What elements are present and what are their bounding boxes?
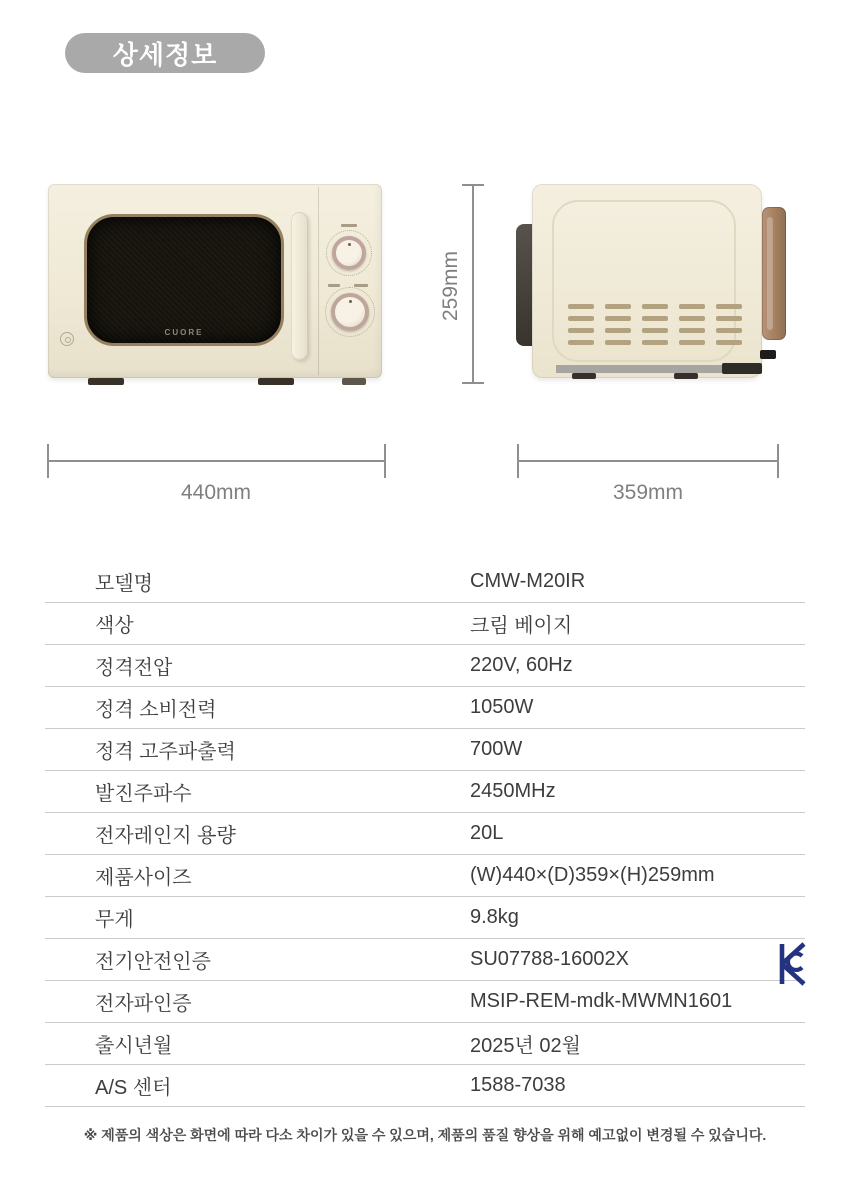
vent-slot xyxy=(605,304,631,309)
spec-value: 2025년 02월 xyxy=(470,1035,581,1057)
spec-label: A/S 센터 xyxy=(95,1077,172,1099)
height-dimension-label: 259mm xyxy=(439,250,462,322)
spec-table-row xyxy=(45,981,805,1023)
height-dimension-cap xyxy=(462,382,484,384)
spec-value: 700W xyxy=(470,738,523,760)
depth-dimension-line xyxy=(518,460,778,462)
spec-table-row xyxy=(45,687,805,729)
spec-value: 1588-7038 xyxy=(470,1074,566,1096)
spec-label: 전자파인증 xyxy=(95,993,192,1015)
vent-slot xyxy=(716,328,742,333)
foot xyxy=(572,373,596,379)
spec-value: 20L xyxy=(470,822,504,844)
foot xyxy=(342,378,366,385)
spec-table-row xyxy=(45,939,805,981)
foot xyxy=(258,378,294,385)
microwave-side-body xyxy=(532,184,762,378)
brand-logo: CUORE xyxy=(164,328,204,337)
ventilation-grille xyxy=(568,304,744,345)
vent-slot xyxy=(568,340,594,345)
kc-certification-icon xyxy=(777,941,807,987)
vent-slot xyxy=(716,340,742,345)
microwave-front-view xyxy=(48,184,382,378)
spec-value: MSIP-REM-mdk-MWMN1601 xyxy=(470,990,733,1012)
height-dimension-cap xyxy=(462,184,484,186)
spec-table-row xyxy=(45,603,805,645)
vent-slot xyxy=(605,316,631,321)
spec-label: 무게 xyxy=(95,909,134,931)
spec-table-row xyxy=(45,645,805,687)
foot xyxy=(674,373,698,379)
spec-label: 전자레인지 용량 xyxy=(95,825,236,847)
vent-slot xyxy=(605,328,631,333)
width-dimension-line xyxy=(48,460,385,462)
panel-label-mark xyxy=(341,224,357,227)
spec-value: 1050W xyxy=(470,696,534,718)
vent-slot xyxy=(642,304,668,309)
timer-knob xyxy=(331,293,369,331)
height-dimension-line xyxy=(472,185,474,383)
spec-label: 정격전압 xyxy=(95,657,173,679)
base-dark-section xyxy=(722,363,762,374)
width-dimension-cap xyxy=(384,444,386,478)
spec-value: 크림 베이지 xyxy=(470,615,573,637)
spec-table-row xyxy=(45,1065,805,1107)
spec-value: 220V, 60Hz xyxy=(470,654,573,676)
vent-slot xyxy=(716,304,742,309)
depth-dimension-cap xyxy=(777,444,779,478)
spec-table-row xyxy=(45,897,805,939)
vent-slot xyxy=(679,316,705,321)
depth-dimension-cap xyxy=(517,444,519,478)
base-plate xyxy=(556,365,728,373)
vent-slot xyxy=(568,316,594,321)
microwave-door-window xyxy=(84,214,284,346)
spec-table-row xyxy=(45,813,805,855)
spec-table-row xyxy=(45,1023,805,1065)
door-handle-side xyxy=(762,207,786,340)
vent-slot xyxy=(679,304,705,309)
spec-label: 출시년월 xyxy=(95,1035,173,1057)
spec-table xyxy=(45,561,805,1107)
power-knob xyxy=(332,236,366,270)
vent-slot xyxy=(642,328,668,333)
disclaimer-note: ※ 제품의 색상은 화면에 따라 다소 차이가 있을 수 있으며, 제품의 품질 향상을 위해 예고없이 변경될 수 있습니다. xyxy=(83,1127,767,1143)
spec-table-row xyxy=(45,855,805,897)
spec-label: 모델명 xyxy=(95,573,153,595)
spec-table-row xyxy=(45,561,805,603)
panel-label-mark xyxy=(328,284,340,287)
spec-value: SU07788-16002X xyxy=(470,948,630,970)
vent-slot xyxy=(679,340,705,345)
spec-label: 색상 xyxy=(95,615,134,637)
spec-label: 정격 소비전력 xyxy=(95,699,217,721)
vent-slot xyxy=(568,328,594,333)
door-emblem-icon xyxy=(60,332,74,346)
spec-label: 제품사이즈 xyxy=(95,867,192,889)
spec-label: 정격 고주파출력 xyxy=(95,741,236,763)
spec-table-row xyxy=(45,771,805,813)
vent-slot xyxy=(679,328,705,333)
spec-table-rows xyxy=(45,561,805,1107)
vent-slot xyxy=(568,304,594,309)
spec-value: 2450MHz xyxy=(470,780,556,802)
vent-slot xyxy=(716,316,742,321)
width-dimension-cap xyxy=(47,444,49,478)
section-title-badge: 상세정보 xyxy=(65,33,265,73)
depth-dimension-label: 359mm xyxy=(612,481,684,504)
vent-slot xyxy=(605,340,631,345)
spec-value: CMW-M20IR xyxy=(470,570,586,592)
spec-table-row xyxy=(45,729,805,771)
door-bottom-edge xyxy=(760,350,776,359)
door-handle xyxy=(291,212,308,360)
spec-value: (W)440×(D)359×(H)259mm xyxy=(470,864,715,886)
spec-label: 전기안전인증 xyxy=(95,951,211,973)
vent-slot xyxy=(642,340,668,345)
foot xyxy=(88,378,124,385)
panel-label-mark xyxy=(354,284,368,287)
spec-label: 발진주파수 xyxy=(95,783,192,805)
control-panel-seam xyxy=(318,187,319,375)
width-dimension-label: 440mm xyxy=(180,481,252,504)
microwave-side-view xyxy=(516,184,788,380)
spec-value: 9.8kg xyxy=(470,906,519,928)
vent-slot xyxy=(642,316,668,321)
